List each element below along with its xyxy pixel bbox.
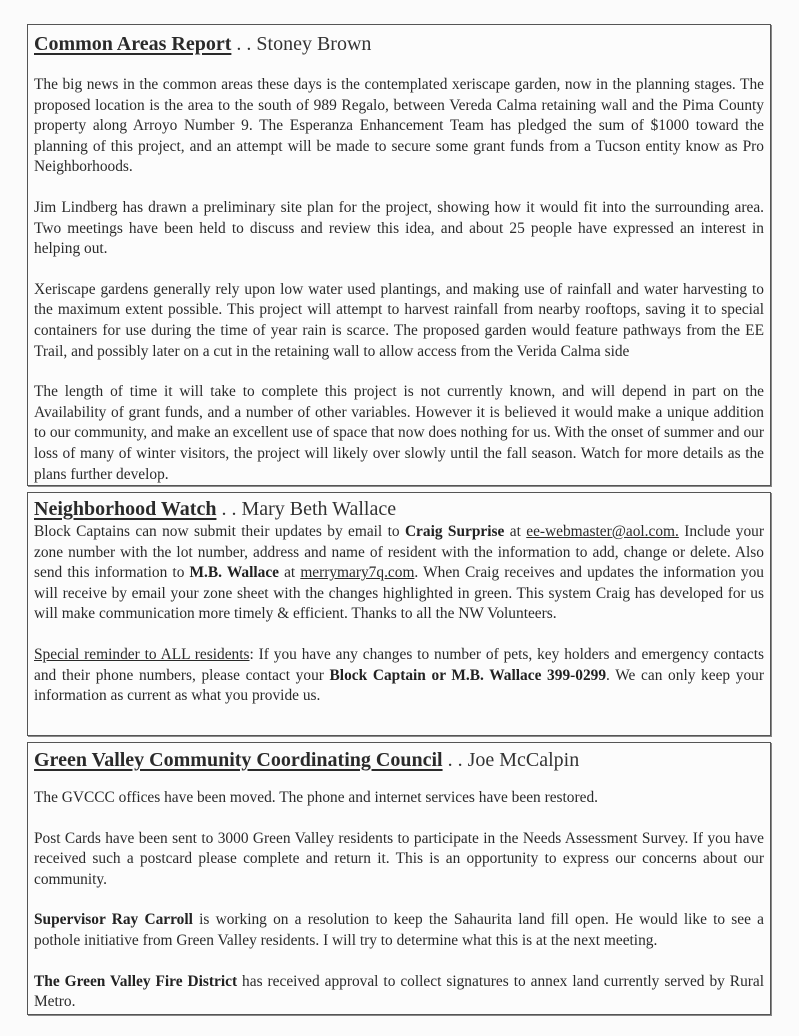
paragraph: Xeriscape gardens generally rely upon low water used plantings, and making use of rainfall and water harvesting to the maximum extent possible. This project will attempt to harvest rainfall from nearby rooftops, saving it to special containers for use during the time of year rain is scarce. The proposed garden would feature pathways from the EE Trail, and possibly later on a cut in the retaining wall to allow access from the Verida Calma side [34,280,764,360]
paragraph [28,972,770,1013]
text: has received approval to collect signatures to annex land currently served by Rural Metro. [34,972,764,1011]
separator: . . [447,749,463,771]
section-author: Joe McCalpin [467,749,580,771]
text: Include your zone number with the lot number, address and name of resident with the information to add, change or delete. Also send this information to [34,523,764,582]
ray-carroll-name: Supervisor Ray Carroll [34,911,193,929]
paragraph: Jim Lindberg has drawn a preliminary site plan for the project, showing how it would fit into the surrounding area. Two meetings have been held to discuss and review this idea, and about 25 people have expressed an interest in helping out. [34,198,764,258]
text: . We can only keep your information as current as what you provide us. [34,666,764,705]
webmaster-email-link[interactable]: ee-webmaster@aol.com. [526,523,679,540]
gvccc-section [27,742,771,1015]
section-title: Green Valley Community Coordinating Council [34,749,443,771]
section-author: Mary Beth Wallace [241,498,397,520]
mb-wallace-name: M.B. Wallace [189,564,279,582]
special-reminder-label: Special reminder to ALL residents [34,645,250,663]
section-heading [28,496,770,522]
neighborhood-watch-section [27,492,771,736]
section-heading [28,31,770,57]
section-author: Stoney Brown [256,33,372,55]
fire-district-name: The Green Valley Fire District [34,972,238,990]
paragraph [28,522,770,625]
craig-surprise-name: Craig Surprise [404,523,505,540]
text: at [278,564,301,582]
text: . When Craig receives and updates the information you will receive by email your zone sheet with the changes highlighted in green. This system Craig has developed for us will make communication more timely & efficient. Thanks to all the NW Volunteers. [34,564,764,623]
paragraph: Post Cards have been sent to 3000 Green Valley residents to participate in the Needs Assessment Survey. If you have received such a postcard please complete and return it. This is an opportunity to express our concerns about our community. [34,829,764,888]
separator: . . [236,33,252,55]
paragraph [28,645,770,707]
common-areas-report-section [27,24,771,486]
separator: . . [221,498,237,520]
paragraph [28,910,770,951]
contact-phone: Block Captain or M.B. Wallace 399-0299 [329,666,607,684]
text: : If you have any changes to number of pets, key holders and emergency contacts and their phone numbers, please contact your [34,645,764,684]
merrymary-email-link[interactable]: merrymary7q.com [300,564,415,582]
section-heading [28,747,770,773]
text: is working on a resolution to keep the Sahaurita land fill open. He would like to see a pothole initiative from Green Valley residents. I will try to determine what this is at the next meeting. [34,911,764,949]
section-title: Neighborhood Watch [34,498,217,520]
section-title: Common Areas Report [34,33,232,55]
paragraph: The GVCCC offices have been moved. The phone and internet services have been restored. [34,789,598,806]
paragraph: The length of time it will take to complete this project is not currently known, and will depend in part on the Availability of grant funds, and a number of other variables. However it is believed it would make a unique addition to our community, and make an excellent use of space that now does nothing for us. With the onset of summer and our loss of many of winter visitors, the project will likely over slowly until the fall season. Watch for more details as the plans further develop. [34,383,764,483]
paragraph: The big news in the common areas these days is the contemplated xeriscape garden, now in the planning stages. The proposed location is the area to the south of 989 Regalo, between Vereda Calma retaining wall and the Pima County property along Arroyo Number 9. The Esperanza Enhancement Team has pledged the sum of $1000 toward the planning of this project, and an attempt will be made to secure some grant funds from a Tucson entity know as Pro Neighborhoods. [34,76,764,176]
text: Block Captains can now submit their updates by email to [34,523,405,540]
text: at [504,523,527,540]
